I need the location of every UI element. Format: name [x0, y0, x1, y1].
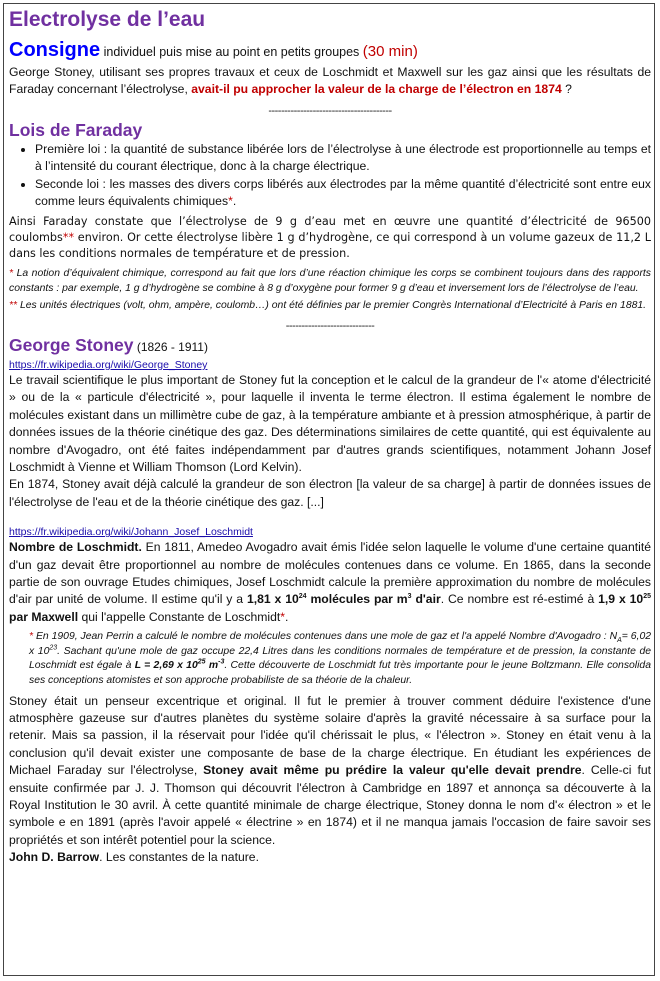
page-title: Electrolyse de l’eau — [9, 8, 206, 31]
note-a: En 1909, Jean Perrin a calculé le nombre de molécules contenues dans une mole de gaz et l'a appelé Nombre d'Avogadro : N — [33, 631, 618, 643]
note-val-unit: m — [205, 660, 219, 672]
val1-unit-exp: 3 — [407, 593, 412, 601]
law2-footnote-marker: * — [228, 194, 233, 209]
consigne-duration: (30 min) — [362, 43, 418, 60]
val2-base: 1,9 x 10 — [598, 592, 644, 607]
faraday-paragraph — [9, 214, 651, 262]
law2-text: Seconde loi : les masses des divers corps libérés aux électrodes par la même quantité d’électricité sont entre eux comme leurs équivalents chimiques — [35, 176, 651, 209]
note-b: = 6,02 x 10 — [29, 631, 651, 657]
spacer — [9, 511, 651, 525]
consigne-question — [9, 64, 651, 99]
footnote-1 — [9, 267, 651, 296]
barrow-source: . Les constantes de la nature. — [99, 850, 259, 865]
note-val-exp: 25 — [197, 658, 206, 666]
loschmidt-paragraph — [9, 539, 651, 626]
footnote-1-text: La notion d’équivalent chimique, correspond au fait que lors d’une réaction chimique les corps se combinent toujours dans des rapports constants : par exemple, 1 g d’hydrogène se combine à 8 g d’oxygène pour former 9 g d’eau et inversement lors de l’électrolyse de l’eau. — [9, 268, 651, 294]
loschmidt-wiki-link[interactable]: https://fr.wikipedia.org/wiki/Johann_Josef_Loschmidt — [9, 526, 253, 539]
loschmidt-para-b: . Ce nombre est ré-estimé à — [440, 592, 599, 607]
note-d: . Cette découverte de Loschmidt fut très importante pour le jeune Boltzmann. Elle consolida ses conceptions atomistes et son approche probabiliste de sa théorie de la chaleur. — [29, 660, 651, 686]
barrow-para-b: . Celle-ci fut ensuite confirmée par J. J. Thomson qui découvrit l'électron à Cambridge en 1897 et annonça sa découverte à la Royal Institution le 30 avril. À cette quantité minimale de charge électrique, Stoney donna le nom d'« électron » et le symbole e en 1891 (après l'avoir appelé « électrine » en 1874) et il ne manqua jamais l'occasion de faire savoir ses propriétés et son intérêt potentiel pour la science. — [9, 763, 651, 847]
law2-end: . — [232, 194, 237, 209]
stoney-paragraph-1: Le travail scientifique le plus important de Stoney fut la conception et le calcul de la grandeur de l'« atome d'électricité » ou de la « particule d'électricité », pour laquelle il inventa le terme électron. Il estima également le nombre de molécules existant dans un millimètre cube de gaz, à la température ambiante et à pression atmosphérique, à partir de données issues de la théorie cinétique des gaz. Des déterminations similaires de cette quantité, qui est équivalente au nombre d'Avogadro, ont été faites indépendamment par d'autres grands scientifiques, notamment Johann Josef Loschmidt à Vienne et William Thomson (Lord Kelvin). — [9, 372, 651, 474]
stoney-name: George Stoney — [9, 334, 134, 355]
faraday-law-2 — [35, 176, 651, 211]
question-end: ? — [561, 82, 572, 97]
faraday-para-marker: ** — [62, 231, 75, 245]
val2-exp: 25 — [643, 593, 651, 601]
note-val-unit-exp: -3 — [218, 658, 225, 666]
separator: ---------------------------- — [285, 319, 375, 332]
note-val: L = 2,69 x 10 — [134, 660, 198, 672]
val1-end: d'air — [411, 592, 441, 607]
faraday-heading: Lois de Faraday — [9, 119, 143, 140]
note-c: . Sachant qu'une mole de gaz occupe 22,4 Litres dans les conditions normales de température et de pression, la constante de Loschmidt est égale à — [29, 645, 652, 672]
faraday-footnotes — [9, 267, 651, 314]
val1-base: 1,81 x 10 — [246, 592, 299, 607]
consigne-instructions: individuel puis mise au point en petits groupes — [100, 45, 363, 59]
barrow-paragraph — [9, 693, 651, 850]
loschmidt-para-a: En 1811, Amedeo Avogadro avait émis l'idée selon laquelle le volume d'une certaine quantité d'un gaz devait être proportionnel au nombre de molécules contenues dans ce volume. En 1865, dans la seconde partie de son ouvrage Etudes chimiques, Josef Loschmidt calcule la première approximation du nombre de molécules d'air par unité de volume. Il estime qu'il y a — [9, 540, 651, 607]
question-highlight: avait-il pu approcher la valeur de la charge de l’électron en 1874 — [191, 82, 562, 97]
loschmidt-term: Nombre de Loschmidt. — [9, 540, 142, 555]
stoney-wiki-link[interactable]: https://fr.wikipedia.org/wiki/George_Stoney — [9, 358, 208, 371]
barrow-para-a: Stoney était un penseur excentrique et original. Il fut le premier à trouver comment déduire l'existence d'une atmosphère gazeuse sur d'autres planètes du système solaire d'après la gravité nécessaire à sa surface pour la retenir. Mais sa passion, il la réservait pour l'idée qu'il chérissait le plus, « l'électron ». Stoney en était venu à la conclusion qu'il devait exister une composante de base de la charge électrique. En étudiant les expériences de Michael Faraday sur l'électrolyse, — [9, 693, 651, 778]
faraday-para-b: environ. Or cette électrolyse libère 1 g d’hydrogène, ce qui correspond à un volume gazeux de 11,2 L dans les conditions normales de température et de pression. — [9, 231, 651, 261]
loschmidt-value-1 — [247, 592, 441, 606]
stoney-heading — [9, 334, 651, 358]
stoney-paragraph-2: En 1874, Stoney avait déjà calculé la grandeur de son électron [la valeur de sa charge] à partir de données issues de l'électrolyse de l'eau et de la théorie cinétique des gaz. [...] — [9, 477, 651, 509]
perrin-note-text — [29, 630, 651, 688]
loschmidt-footnote-marker: * — [280, 609, 286, 624]
barrow-highlight: Stoney avait même pu prédire la valeur qu'elle devait prendre — [203, 763, 582, 778]
loschmidt-para-c: qui l'appelle Constante de Loschmidt — [78, 609, 281, 624]
question-text: George Stoney, utilisant ses propres travaux et ceux de Loschmidt et Maxwell sur les gaz ainsi que les résultats de Faraday concernant l’électrolyse, — [9, 65, 651, 97]
faraday-law-1: • Première loi : la quantité de substance libérée lors de l’électrolyse à une électrode est proportionnelle au temps et à l’intensité du courant électrique, donc à la charge électrique. — [35, 141, 651, 176]
consigne-line — [9, 38, 651, 64]
document-content — [9, 4, 651, 867]
val1-exp: 24 — [298, 593, 307, 601]
val2-by: par Maxwell — [9, 609, 79, 624]
consigne-heading: Consigne — [9, 39, 101, 61]
val1-unit: molécules par m — [306, 592, 408, 607]
stoney-dates: (1826 - 1911) — [133, 339, 208, 354]
barrow-citation — [9, 849, 651, 866]
footnote-1-marker: * — [9, 268, 14, 280]
note-value — [135, 660, 225, 671]
perrin-note — [29, 630, 651, 688]
loschmidt-end: . — [285, 609, 289, 624]
footnote-2 — [9, 299, 651, 314]
footnote-2-text: Les unités électriques (volt, ohm, ampère, coulomb…) ont été définies par le premier Congrès International d’Electricité à Paris en 1881. — [17, 300, 647, 312]
separator: --------------------------------------- — [268, 104, 392, 117]
note-exp: 23 — [49, 644, 58, 652]
barrow-author: John D. Barrow — [9, 850, 100, 865]
faraday-para-a: Ainsi Faraday constate que l’électrolyse de 9 g d’eau met en œuvre une quantité d’électricité de 96500 coulombs — [9, 215, 651, 245]
perrin-note-marker: * — [29, 631, 34, 643]
note-sub: A — [617, 637, 622, 645]
faraday-laws-list — [9, 141, 651, 211]
document-frame — [3, 3, 655, 976]
footnote-2-marker: ** — [9, 300, 18, 312]
